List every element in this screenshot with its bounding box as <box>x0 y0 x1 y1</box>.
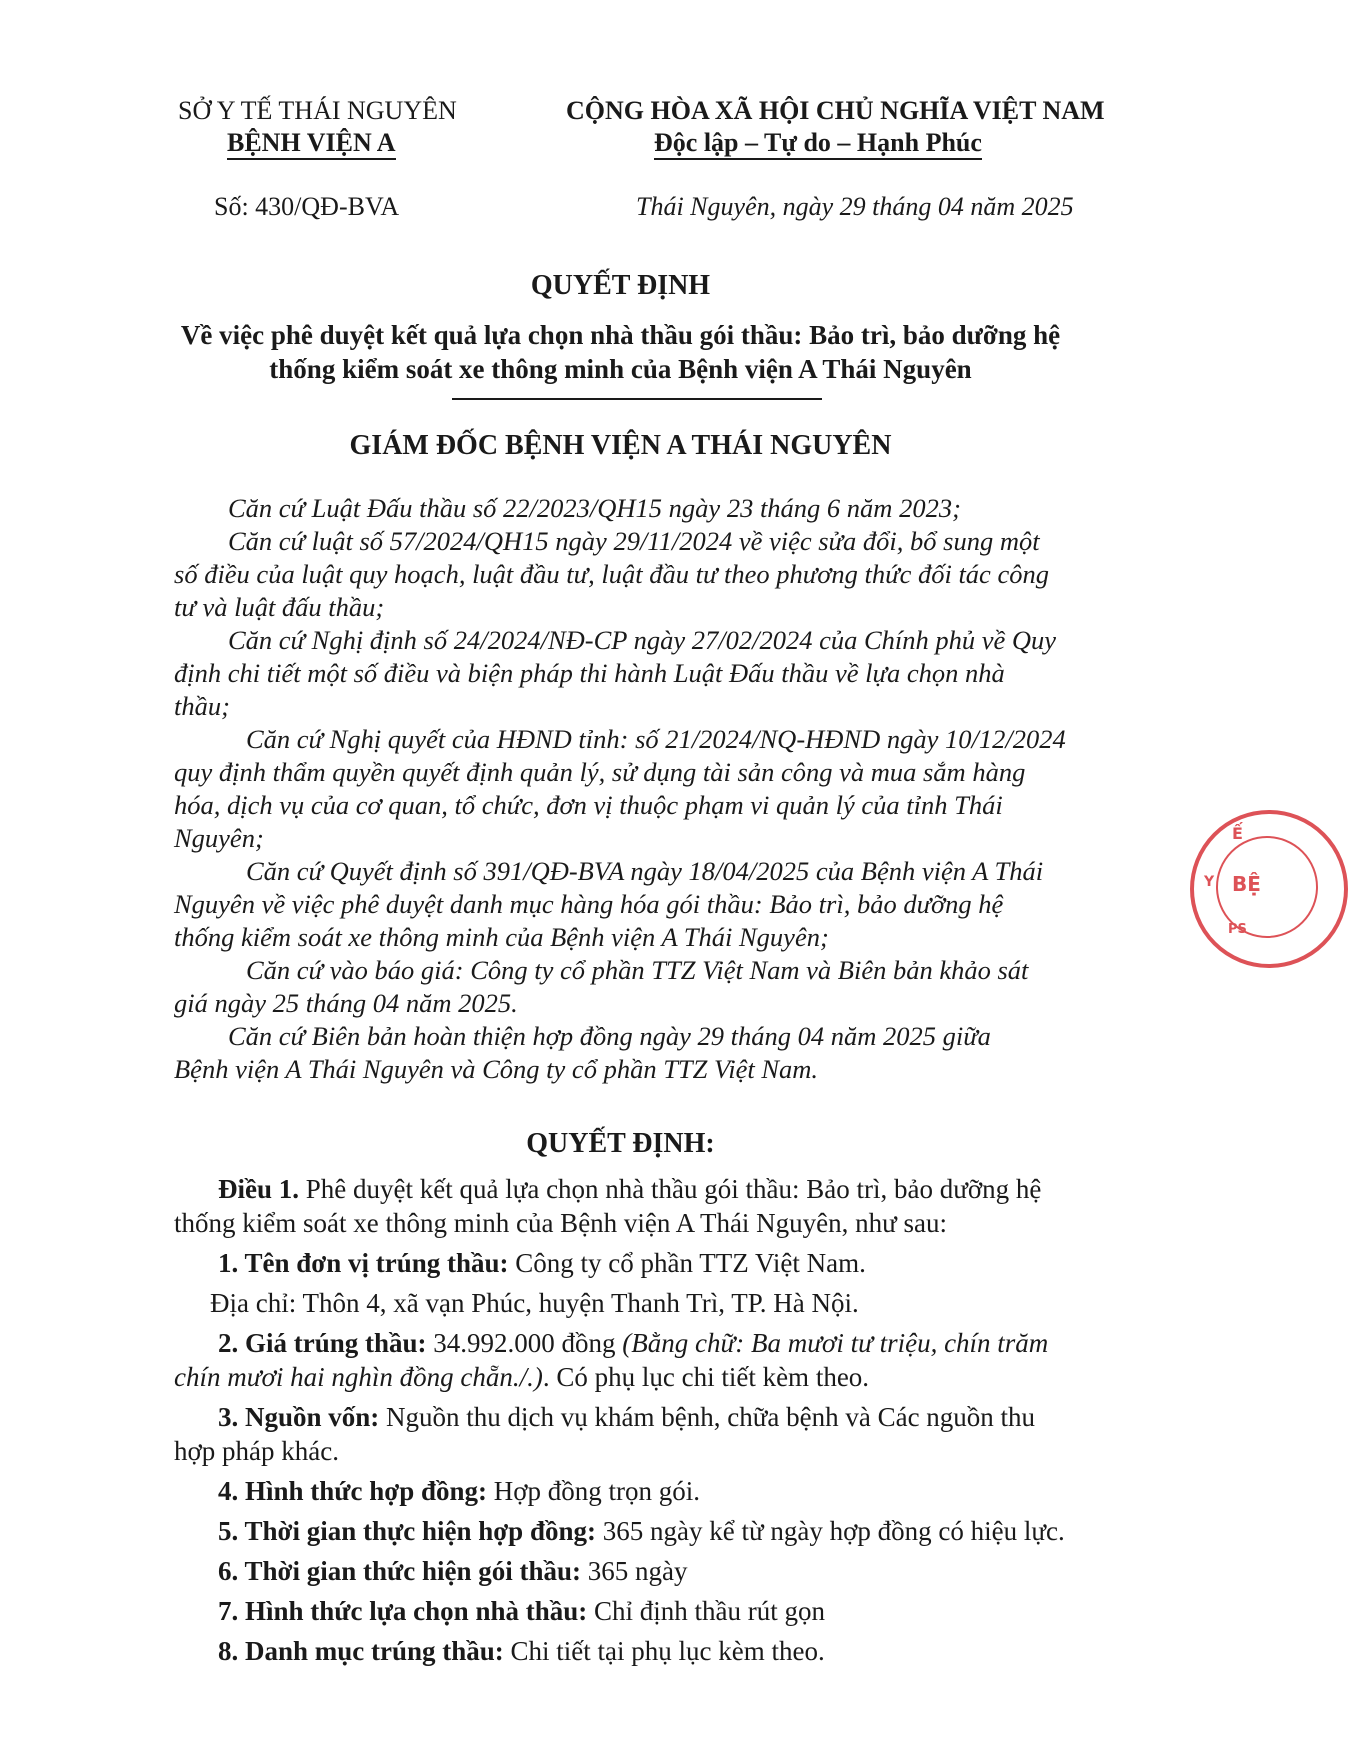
item-2-words: chín mươi hai nghìn đồng chẵn./.) <box>174 1362 543 1392</box>
article-1-body: thống kiểm soát xe thông minh của Bệnh viện A Thái Nguyên, như sau: <box>174 1208 948 1238</box>
item-1-address: Địa chỉ: Thôn 4, xã vạn Phúc, huyện Thanh Trì, TP. Hà Nội. <box>210 1288 859 1318</box>
legal-basis-6 <box>174 954 1144 1020</box>
item-1 <box>174 1246 1144 1280</box>
item-5 <box>174 1514 1144 1548</box>
issuer-hospital-text: BỆNH VIỆN A <box>227 128 396 160</box>
legal-basis-text: Căn cứ vào báo giá: Công ty cổ phần TTZ Việt Nam và Biên bản khảo sát <box>246 955 1029 985</box>
legal-basis-text: thống kiểm soát xe thông minh của Bệnh viện A Thái Nguyên; <box>174 922 829 952</box>
legal-basis-text: Căn cứ Luật Đấu thầu số 22/2023/QH15 ngày 23 tháng 6 năm 2023; <box>228 493 961 523</box>
item-7-label: 7. Hình thức lựa chọn nhà thầu: <box>218 1596 588 1626</box>
item-3 <box>174 1400 1144 1468</box>
item-6 <box>174 1554 1144 1588</box>
legal-basis-text: hóa, dịch vụ của cơ quan, tổ chức, đơn vị thuộc phạm vi quản lý của tỉnh Thái <box>174 790 1003 820</box>
issuer-hospital <box>227 128 396 158</box>
legal-basis-text: Bệnh viện A Thái Nguyên và Công ty cổ phần TTZ Việt Nam. <box>174 1054 819 1084</box>
official-seal <box>1190 810 1348 968</box>
legal-bases <box>174 492 1144 1086</box>
legal-basis-text: Căn cứ Biên bản hoàn thiện hợp đồng ngày 29 tháng 04 năm 2025 giữa <box>228 1021 991 1051</box>
legal-basis-7 <box>174 1020 1144 1086</box>
item-8-label: 8. Danh mục trúng thầu: <box>218 1636 504 1666</box>
legal-basis-text: thầu; <box>174 691 230 721</box>
subject-line-1: Về việc phê duyệt kết quả lựa chọn nhà thầu gói thầu: Bảo trì, bảo dưỡng hệ <box>180 320 1061 350</box>
item-8-value: Chi tiết tại phụ lục kèm theo. <box>503 1636 825 1666</box>
national-title: CỘNG HÒA XÃ HỘI CHỦ NGHĨA VIỆT NAM <box>566 96 1105 125</box>
document-title: QUYẾT ĐỊNH <box>530 270 711 301</box>
legal-basis-3 <box>174 624 1144 723</box>
item-2-tail: . Có phụ lục chi tiết kèm theo. <box>542 1362 870 1392</box>
seal-text: PS <box>1228 922 1247 937</box>
item-2 <box>174 1326 1144 1394</box>
item-3-label: 3. Nguồn vốn: <box>218 1402 380 1432</box>
item-3-value: hợp pháp khác. <box>174 1436 339 1466</box>
legal-basis-5 <box>174 855 1144 954</box>
legal-basis-text: Căn cứ luật số 57/2024/QH15 ngày 29/11/2024 về việc sửa đổi, bổ sung một <box>228 526 1040 556</box>
item-2-value: 34.992.000 đồng <box>426 1328 623 1358</box>
legal-basis-text: Nguyên về việc phê duyệt danh mục hàng hóa gói thầu: Bảo trì, bảo dưỡng hệ <box>174 889 1004 919</box>
item-8 <box>174 1634 1144 1668</box>
item-2-label: 2. Giá trúng thầu: <box>218 1328 427 1358</box>
legal-basis-4 <box>174 723 1144 855</box>
seal-text: Y <box>1204 874 1215 890</box>
item-2-words: (Bằng chữ: Ba mươi tư triệu, chín trăm <box>622 1328 1049 1358</box>
article-1-text <box>174 1172 1144 1240</box>
decision-heading: QUYẾT ĐỊNH: <box>526 1128 715 1159</box>
legal-basis-text: Căn cứ Quyết định số 391/QĐ-BVA ngày 18/04/2025 của Bệnh viện A Thái <box>246 856 1044 886</box>
seal-text: BỆ <box>1232 872 1261 896</box>
document-number: Số: 430/QĐ-BVA <box>214 192 400 221</box>
legal-basis-text: Căn cứ Nghị quyết của HĐND tỉnh: số 21/2024/NQ-HĐND ngày 10/12/2024 <box>246 724 1066 754</box>
legal-basis-text: số điều của luật quy hoạch, luật đầu tư, luật đầu tư theo phương thức đối tác công <box>174 559 1049 589</box>
item-6-value: 365 ngày <box>580 1556 688 1586</box>
legal-basis-2 <box>174 525 1144 624</box>
item-4-value: Hợp đồng trọn gói. <box>487 1476 701 1506</box>
legal-basis-text: định chi tiết một số điều và biện pháp thi hành Luật Đấu thầu về lựa chọn nhà <box>174 658 1005 688</box>
item-3-value: Nguồn thu dịch vụ khám bệnh, chữa bệnh và Các nguồn thu <box>379 1402 1036 1432</box>
authority-title: GIÁM ĐỐC BỆNH VIỆN A THÁI NGUYÊN <box>349 430 892 461</box>
item-5-label: 5. Thời gian thực hiện hợp đồng: <box>218 1516 596 1546</box>
national-motto-text: Độc lập – Tự do – Hạnh Phúc <box>654 128 982 160</box>
place-date: Thái Nguyên, ngày 29 tháng 04 năm 2025 <box>636 192 1074 221</box>
article-1-body: Phê duyệt kết quả lựa chọn nhà thầu gói thầu: Bảo trì, bảo dưỡng hệ <box>299 1174 1042 1204</box>
legal-basis-text: tư và luật đấu thầu; <box>174 592 385 622</box>
item-1-label: 1. Tên đơn vị trúng thầu: <box>218 1248 509 1278</box>
item-7 <box>174 1594 1144 1628</box>
article-1 <box>174 1172 1144 1668</box>
item-4 <box>174 1474 1144 1508</box>
legal-basis-text: Nguyên; <box>174 823 264 853</box>
item-7-value: Chỉ định thầu rút gọn <box>587 1596 825 1626</box>
subject-line-2: thống kiểm soát xe thông minh của Bệnh viện A Thái Nguyên <box>269 354 972 384</box>
item-1-value: Công ty cổ phần TTZ Việt Nam. <box>508 1248 866 1278</box>
legal-basis-text: Căn cứ Nghị định số 24/2024/NĐ-CP ngày 27/02/2024 của Chính phủ về Quy <box>228 625 1057 655</box>
legal-basis-text: quy định thẩm quyền quyết định quản lý, sử dụng tài sản công và mua sắm hàng <box>174 757 1026 787</box>
legal-basis-text: giá ngày 25 tháng 04 năm 2025. <box>174 988 518 1018</box>
issuer-department: SỞ Y TẾ THÁI NGUYÊN <box>178 96 457 125</box>
title-divider <box>452 398 822 400</box>
item-4-label: 4. Hình thức hợp đồng: <box>218 1476 487 1506</box>
national-motto <box>654 128 982 158</box>
item-6-label: 6. Thời gian thức hiện gói thầu: <box>218 1556 581 1586</box>
legal-basis-1 <box>174 492 1144 525</box>
seal-text: Ế <box>1232 824 1243 843</box>
item-5-value: 365 ngày kể từ ngày hợp đồng có hiệu lực. <box>595 1516 1065 1546</box>
article-1-label: Điều 1. <box>218 1174 299 1204</box>
